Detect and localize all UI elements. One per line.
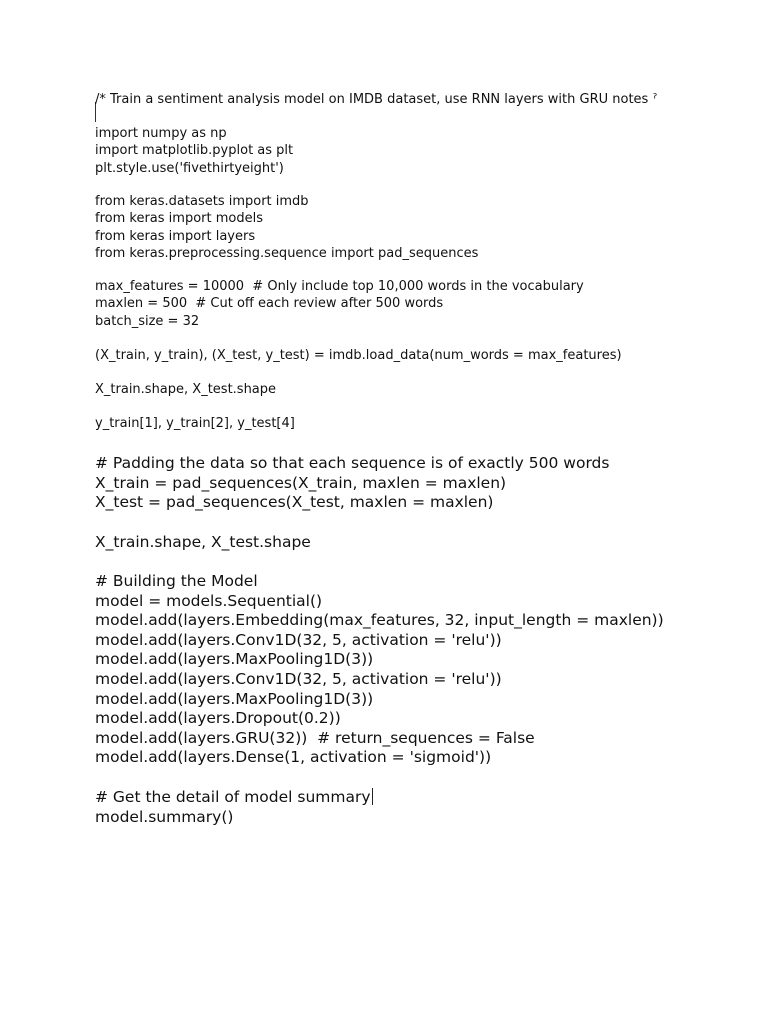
code-line: model.summary() <box>95 807 234 826</box>
code-line: model.add(layers.MaxPooling1D(3)) <box>95 650 374 669</box>
code-line: model.add(layers.GRU(32)) # return_sequences = False <box>95 728 535 747</box>
code-line: model = models.Sequential() <box>95 591 323 610</box>
summary-comment: # Get the detail of model summary <box>95 788 371 806</box>
code-line: model.add(layers.Dropout(0.2)) <box>95 709 341 728</box>
code-line: import numpy as np <box>95 126 227 141</box>
code-line: y_train[1], y_train[2], y_test[4] <box>95 416 295 431</box>
code-line: model.add(layers.Dense(1, activation = 'sigmoid')) <box>95 748 492 767</box>
code-line: model.add(layers.MaxPooling1D(3)) <box>95 689 374 708</box>
code-line: model.add(layers.Embedding(max_features, 32, input_length = maxlen)) <box>95 611 664 630</box>
code-line: from keras import layers <box>95 228 256 244</box>
code-line: X_train.shape, X_test.shape <box>95 382 277 397</box>
code-line: from keras.preprocessing.sequence import pad_sequences <box>95 245 479 261</box>
code-line: import matplotlib.pyplot as plt <box>95 143 294 159</box>
shape-block-1 <box>95 381 276 398</box>
params-block <box>95 278 584 330</box>
text-cursor-end <box>372 788 373 805</box>
code-line: X_train.shape, X_test.shape <box>95 533 311 551</box>
code-line: (X_train, y_train), (X_test, y_test) = imdb.load_data(num_words = max_features) <box>95 348 622 363</box>
load-data-block <box>95 347 622 364</box>
code-line: # Padding the data so that each sequence is of exactly 500 words <box>95 454 610 472</box>
code-line: model.add(layers.Conv1D(32, 5, activation = 'relu')) <box>95 630 502 649</box>
code-line: from keras import models <box>95 211 263 227</box>
padding-block <box>95 454 609 513</box>
code-line: X_train = pad_sequences(X_train, maxlen = maxlen) <box>95 473 507 492</box>
code-line: from keras.datasets import imdb <box>95 194 309 209</box>
code-line <box>95 788 373 808</box>
shape-block-2 <box>95 533 311 553</box>
summary-block <box>95 788 373 827</box>
code-line: model.add(layers.Conv1D(32, 5, activation = 'relu')) <box>95 669 502 688</box>
code-line: plt.style.use('fivethirtyeight') <box>95 160 284 176</box>
header-comment: /* Train a sentiment analysis model on IMDB dataset, use RNN layers with GRU notes ˀ <box>95 92 658 107</box>
code-line: # Building the Model <box>95 572 258 590</box>
code-line: X_test = pad_sequences(X_test, maxlen = maxlen) <box>95 493 494 512</box>
keras-imports-block <box>95 193 478 262</box>
header-comment-block <box>95 91 657 108</box>
code-line: max_features = 10000 # Only include top 10,000 words in the vocabulary <box>95 279 584 294</box>
code-line: maxlen = 500 # Cut off each review after 500 words <box>95 296 444 312</box>
code-line: batch_size = 32 <box>95 313 200 329</box>
basic-imports-block <box>95 125 293 177</box>
labels-block <box>95 415 295 432</box>
model-block <box>95 572 664 768</box>
